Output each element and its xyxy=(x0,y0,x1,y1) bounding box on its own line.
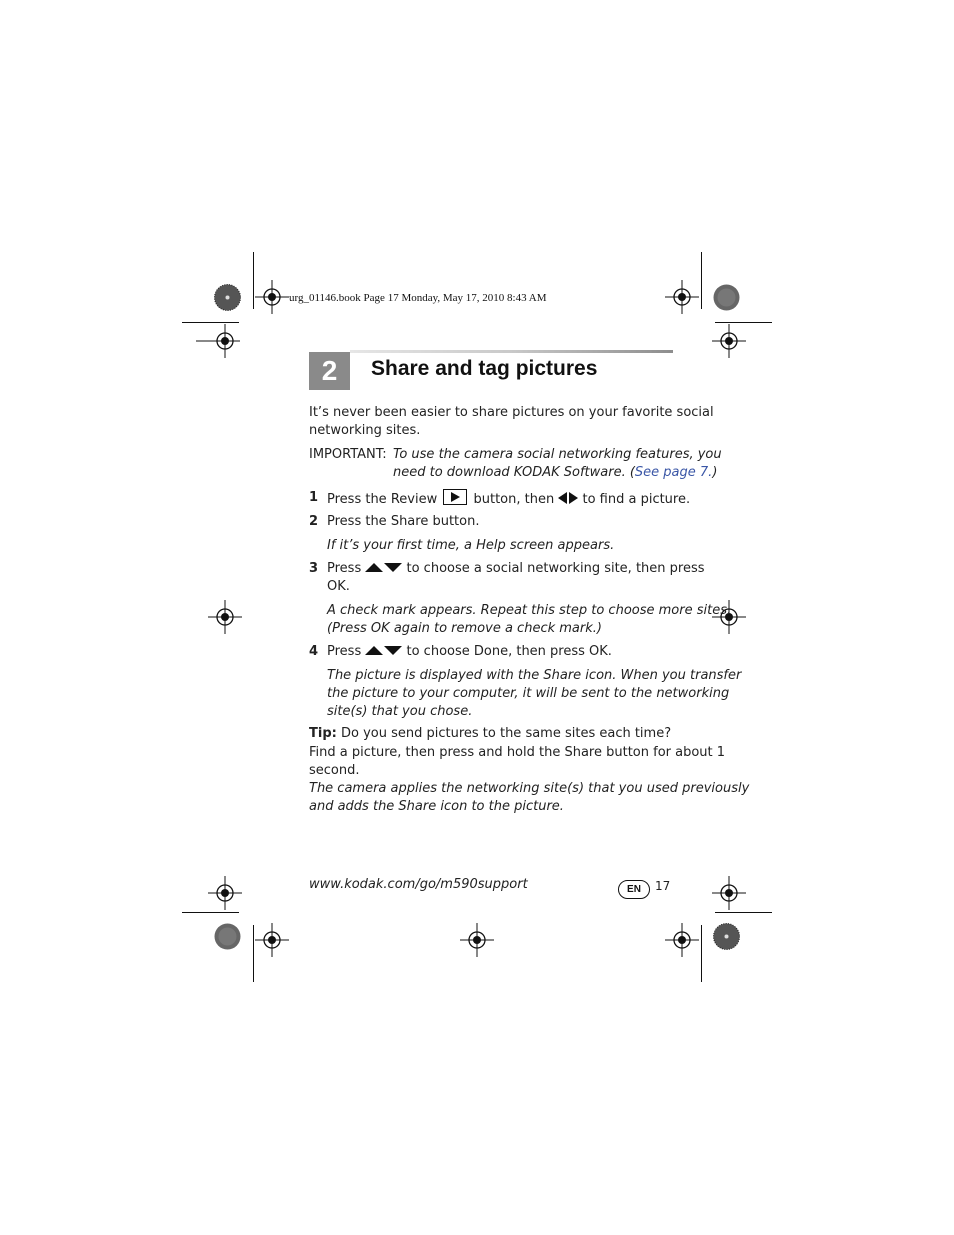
chapter-rule xyxy=(350,350,673,353)
step-text: Press the Review button, then to find a picture. xyxy=(327,489,690,509)
right-arrow-icon xyxy=(569,492,578,504)
step-note: the picture to your computer, it will be sent to the networking xyxy=(327,686,730,701)
crop-mark xyxy=(182,322,239,323)
intro-line: It’s never been easier to share pictures on your favorite social xyxy=(309,405,714,420)
registration-mark-icon xyxy=(712,876,746,910)
see-page-link[interactable]: See page 7. xyxy=(634,465,713,480)
star-target-icon xyxy=(214,284,241,311)
important-text: To use the camera social networking features, you xyxy=(393,447,722,462)
crop-mark xyxy=(715,912,772,913)
step-text: OK. xyxy=(327,579,350,594)
crop-mark xyxy=(701,925,702,982)
print-slug: urg_01146.book Page 17 Monday, May 17, 2010 8:43 AM xyxy=(289,292,547,304)
star-target-icon xyxy=(713,284,740,311)
up-arrow-icon xyxy=(365,646,383,655)
step-note: (Press OK again to remove a check mark.) xyxy=(327,621,602,636)
step-text: Press to choose a social networking site, then press xyxy=(327,561,705,576)
crop-mark xyxy=(701,252,702,309)
important-label: IMPORTANT: xyxy=(309,447,387,462)
language-badge: EN xyxy=(618,880,650,899)
step-number: 1 xyxy=(309,490,319,505)
tip-body: second. xyxy=(309,763,360,778)
registration-mark-icon xyxy=(208,600,242,634)
tip-label: Tip: xyxy=(309,726,337,741)
step-number: 4 xyxy=(309,644,319,659)
registration-mark-icon xyxy=(712,324,746,358)
page-number: 17 xyxy=(655,879,671,893)
step-number: 3 xyxy=(309,561,319,576)
crop-mark xyxy=(715,322,772,323)
chapter-number: 2 xyxy=(309,352,350,390)
crop-mark xyxy=(253,252,254,309)
step-text: Press the Share button. xyxy=(327,514,480,529)
registration-mark-icon xyxy=(255,923,289,957)
star-target-icon xyxy=(713,923,740,950)
important-text: need to download KODAK Software. (See page 7.) xyxy=(393,465,718,480)
step-note: site(s) that you chose. xyxy=(327,704,473,719)
step-number: 2 xyxy=(309,514,319,529)
left-arrow-icon xyxy=(558,492,567,504)
page-title: Share and tag pictures xyxy=(371,357,598,380)
tip-body: Find a picture, then press and hold the Share button for about 1 xyxy=(309,745,726,760)
crop-mark xyxy=(253,925,254,982)
intro-line: networking sites. xyxy=(309,423,421,438)
step-note: The picture is displayed with the Share icon. When you transfer xyxy=(327,668,742,683)
star-target-icon xyxy=(214,923,241,950)
registration-mark-icon xyxy=(196,324,254,358)
registration-mark-icon xyxy=(665,923,699,957)
review-button-icon xyxy=(443,489,467,505)
tip-note: and adds the Share icon to the picture. xyxy=(309,799,564,814)
registration-mark-icon xyxy=(665,280,699,314)
step-text: Press to choose Done, then press OK. xyxy=(327,644,612,659)
down-arrow-icon xyxy=(384,646,402,655)
crop-mark xyxy=(182,912,239,913)
down-arrow-icon xyxy=(384,563,402,572)
up-arrow-icon xyxy=(365,563,383,572)
registration-mark-icon xyxy=(208,876,242,910)
registration-mark-icon xyxy=(460,923,494,957)
step-note: If it’s your first time, a Help screen appears. xyxy=(327,538,615,553)
footer-url[interactable]: www.kodak.com/go/m590support xyxy=(309,877,528,892)
step-note: A check mark appears. Repeat this step to choose more sites. xyxy=(327,603,732,618)
tip-line: Tip: Do you send pictures to the same sites each time? xyxy=(309,726,672,741)
registration-mark-icon xyxy=(255,280,289,314)
tip-note: The camera applies the networking site(s) that you used previously xyxy=(309,781,750,796)
